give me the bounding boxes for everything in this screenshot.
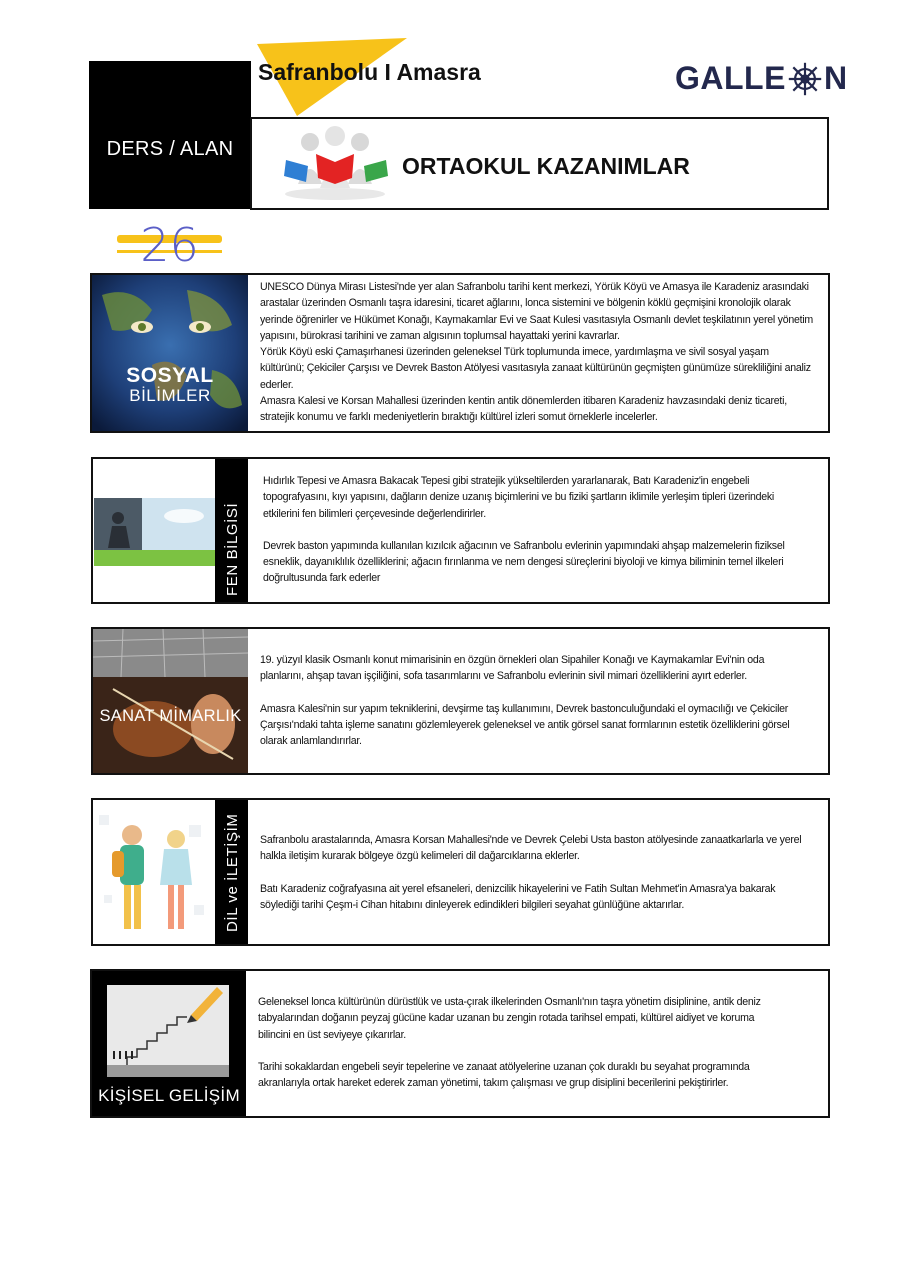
ship-wheel-icon <box>787 61 823 97</box>
page-number: 26 <box>140 218 199 272</box>
science-label: FEN BİLGİSİ <box>224 502 241 596</box>
personal-development-label: KİŞİSEL GELİŞİM <box>98 1086 240 1105</box>
reading-students-icon <box>280 124 390 202</box>
personal-development-text <box>258 994 788 1091</box>
language-communication-text <box>260 832 810 913</box>
paragraph: UNESCO Dünya Mirası Listesi'nde yer alan Safranbolu tarihi kent merkezi, Yörük Köyü ve Amasya ile Karadeniz arasındaki arastalar üzerinden Osmanlı taşra idaresini, ticaret ağlarını, lonca sistemini ve bölgenin köklü geçmişini kronolojik olarak yerinde öğrenirler ve Hükümet Konağı, Kaymakamlar Evi ve Saat Kulesi vasıtasıyla Osmanlı devlet teşkilatının yerel yönetim yapısını, bürokrasi tarihini ve zaman algısının toplumsal hayattaki yerini kavrarlar. <box>260 281 814 342</box>
paragraph: Safranbolu arastalarında, Amasra Korsan Mahallesi'nde ve Devrek Çelebi Usta baston atölyesinde zanaatkarlarla ve yerel halkla iletişim kurarak bölgeye özgü kelimeleri dil dağarcıklarına eklerler. <box>260 834 802 863</box>
social-sciences-label-2: BİLİMLER <box>129 386 211 405</box>
art-image <box>93 629 248 773</box>
subject-area-label: DERS / ALAN <box>106 138 234 160</box>
paragraph: Amasra Kalesi ve Korsan Mahallesi üzerinden kentin antik dönemlerden itibaren Karadeniz havzasındaki deniz ticareti, stratejik konumu ve farklı medeniyetlerin bıraktığı kültürel izleri somut örneklerle incelerler. <box>260 395 787 424</box>
paragraph: Devrek baston yapımında kullanılan kızılcık ağacının ve Safranbolu evlerinin yapımındaki ahşap malzemelerin fiziksel esneklik, dayanıklılık özelliklerini; ağacın fırınlanma ve nem dengesi süreçlerini biyoloji ve kimya biliminin temel ilkeleri doğrultusunda fark ederler <box>263 539 785 585</box>
logo-text-suffix: N <box>823 60 848 96</box>
galleon-logo <box>675 60 848 97</box>
science-text <box>263 473 793 587</box>
route-title: Safranbolu I Amasra <box>258 59 481 85</box>
social-sciences-label-1: SOSYAL <box>126 364 214 387</box>
travelers-illustration <box>94 805 214 940</box>
paragraph: Tarihi sokaklardan engebeli seyir tepelerine ve zanaat atölyelerine uzanan çok duraklı bu seyahat programında akranlarıyla ortak hareket ederek zaman yönetimi, takım çalışması ve grup disiplini becerilerini pekiştirirler. <box>258 1060 750 1090</box>
stairs-pencil-image <box>107 985 229 1077</box>
language-communication-label: DİL ve İLETİŞİM <box>224 813 241 932</box>
science-image <box>94 498 215 566</box>
paragraph: Batı Karadeniz coğrafyasına ait yerel efsaneleri, denizcilik hikayelerini ve Fatih Sultan Mehmet'in Amasra'ya bakarak söylediği tarihi Çeşm-i Cihan hitabını dinleyerek edindikleri bilgileri seyahat günlüğüne aktarırlar. <box>260 882 776 911</box>
section-title: ORTAOKUL KAZANIMLAR <box>402 153 690 179</box>
paragraph: Geleneksel lonca kültürünün dürüstlük ve usta-çırak ilkelerinden Osmanlı'nın taşra yönetim disiplinine, antik deniz tabyalarından doğanın peyzaj gücüne kadar uzanan bu zengin rotada tarihsel empati, kültürel aidiyet ve koruma bilincini en üst seviyeye çıkarırlar. <box>258 996 761 1041</box>
paragraph: 19. yüzyıl klasik Osmanlı konut mimarisinin en özgün örnekleri olan Sipahiler Konağı ve Kaymakamlar Evi'nin oda planlarını, ahşap tavan işçiliğini, sofa tasarımlarını ve Safranbolu evlerinin sivil mimari özelliklerini ayırt ederler. <box>260 654 765 683</box>
paragraph: Hıdırlık Tepesi ve Amasra Bakacak Tepesi gibi stratejik yükseltilerden yararlanarak, Batı Karadeniz'in engebeli topografyasını, kıyı yapısını, dağların denize uzanış biçimlerini ve bu fiziki şartların iklimile yerleşim tipleri üzerindeki etkilerini fen bilimleri çerçevesinde değerlendirirler. <box>263 475 775 520</box>
logo-text-prefix: GALLE <box>675 60 786 96</box>
art-architecture-label: SANAT MİMARLIK <box>99 707 242 725</box>
earth-face-image <box>92 275 248 431</box>
social-sciences-text <box>260 279 815 426</box>
paragraph: Yörük Köyü eski Çamaşırhanesi üzerinden geleneksel Türk toplumunda imece, yardımlaşma ve sivil sosyal yaşam kültürünü; Çekiciler Çarşısı ve Devrek Baston Atölyesi vasıtasıyla zanaat kültürünün geçmişten günümüze sürekliliğini analiz ederler. <box>260 346 811 391</box>
art-architecture-text <box>260 652 805 749</box>
subject-area-panel <box>89 61 251 209</box>
paragraph: Amasra Kalesi'nin sur yapım tekniklerini, devşirme taş kullanımını, Devrek bastonculuğundaki el oymacılığı ve Çekiciler Çarşısı'ndaki tahta işleme sanatını gözlemleyerek geleneksel ve antik görsel sanat formlarının estetik özelliklerini görsel olarak anlamlandırırlar. <box>260 702 790 748</box>
